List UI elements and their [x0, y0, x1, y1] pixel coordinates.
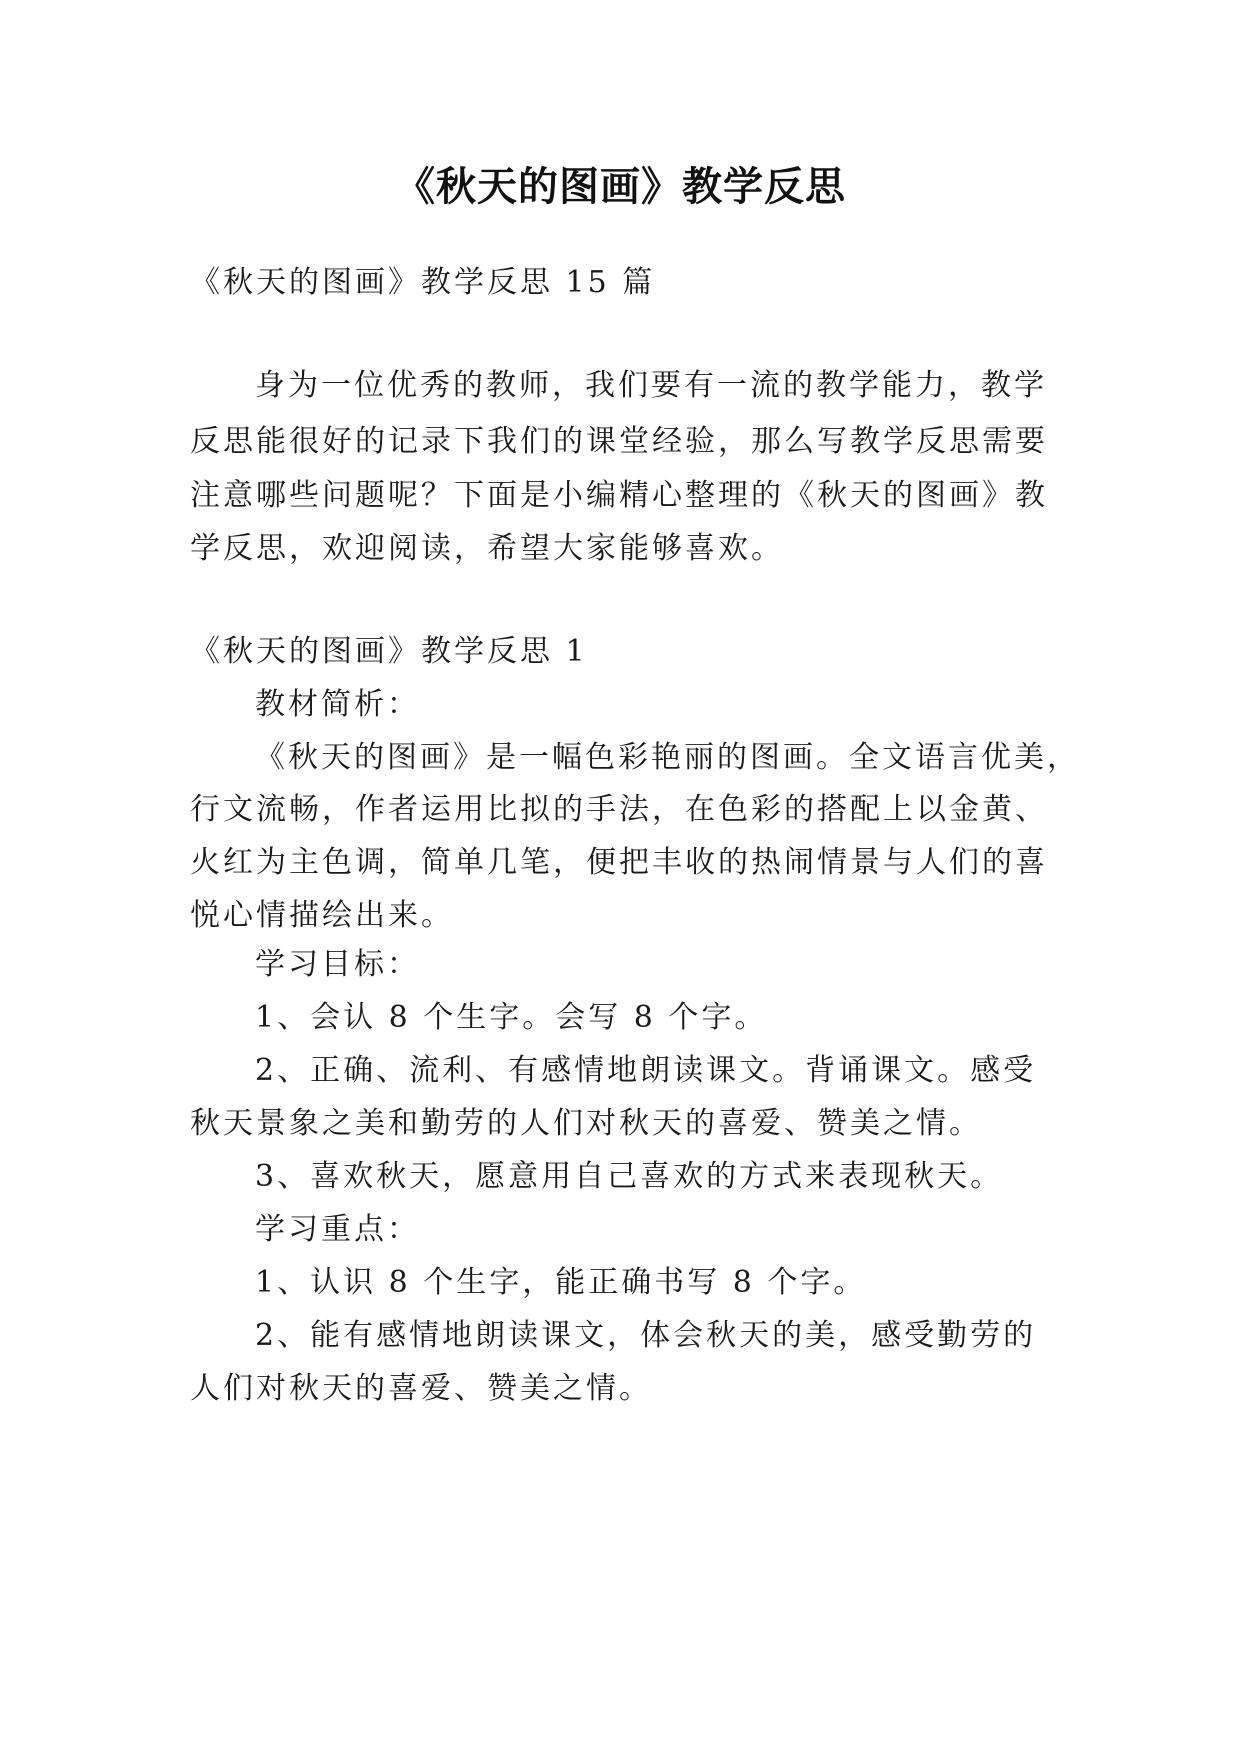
intro-line: 学反思，欢迎阅读，希望大家能够喜欢。 — [190, 531, 784, 566]
analysis-line: 行文流畅，作者运用比拟的手法，在色彩的搭配上以金黄、 — [190, 792, 1048, 827]
analysis-label: 教材简析： — [255, 687, 420, 722]
focus-item: 人们对秋天的喜爱、赞美之情。 — [190, 1371, 652, 1406]
intro-line: 注意哪些问题呢？下面是小编精心整理的《秋天的图画》教 — [190, 478, 1048, 513]
intro-line: 反思能很好的记录下我们的课堂经验，那么写教学反思需要 — [190, 424, 1048, 459]
page-title: 《秋天的图画》教学反思 — [395, 164, 846, 210]
focus-item: 1、认识 8 个生字，能正确书写 8 个字。 — [255, 1265, 867, 1300]
goal-item: 2、正确、流利、有感情地朗读课文。背诵课文。感受 — [255, 1053, 1037, 1088]
document-subtitle: 《秋天的图画》教学反思 15 篇 — [190, 265, 656, 300]
section-heading: 《秋天的图画》教学反思 1 — [190, 634, 588, 669]
focus-label: 学习重点： — [255, 1212, 420, 1247]
analysis-line: 火红为主色调，简单几笔，便把丰收的热闹情景与人们的喜 — [190, 845, 1048, 880]
goal-item: 3、喜欢秋天，愿意用自己喜欢的方式来表现秋天。 — [255, 1159, 1004, 1194]
goal-item: 1、会认 8 个生字。会写 8 个字。 — [255, 1000, 768, 1035]
analysis-line: 《秋天的图画》是一幅色彩艳丽的图画。全文语言优美， — [255, 740, 1080, 775]
analysis-line: 悦心情描绘出来。 — [190, 898, 454, 933]
goal-item: 秋天景象之美和勤劳的人们对秋天的喜爱、赞美之情。 — [190, 1106, 982, 1141]
goals-label: 学习目标： — [255, 947, 420, 982]
intro-line: 身为一位优秀的教师，我们要有一流的教学能力，教学 — [255, 368, 1047, 403]
focus-item: 2、能有感情地朗读课文，体会秋天的美，感受勤劳的 — [255, 1318, 1037, 1353]
